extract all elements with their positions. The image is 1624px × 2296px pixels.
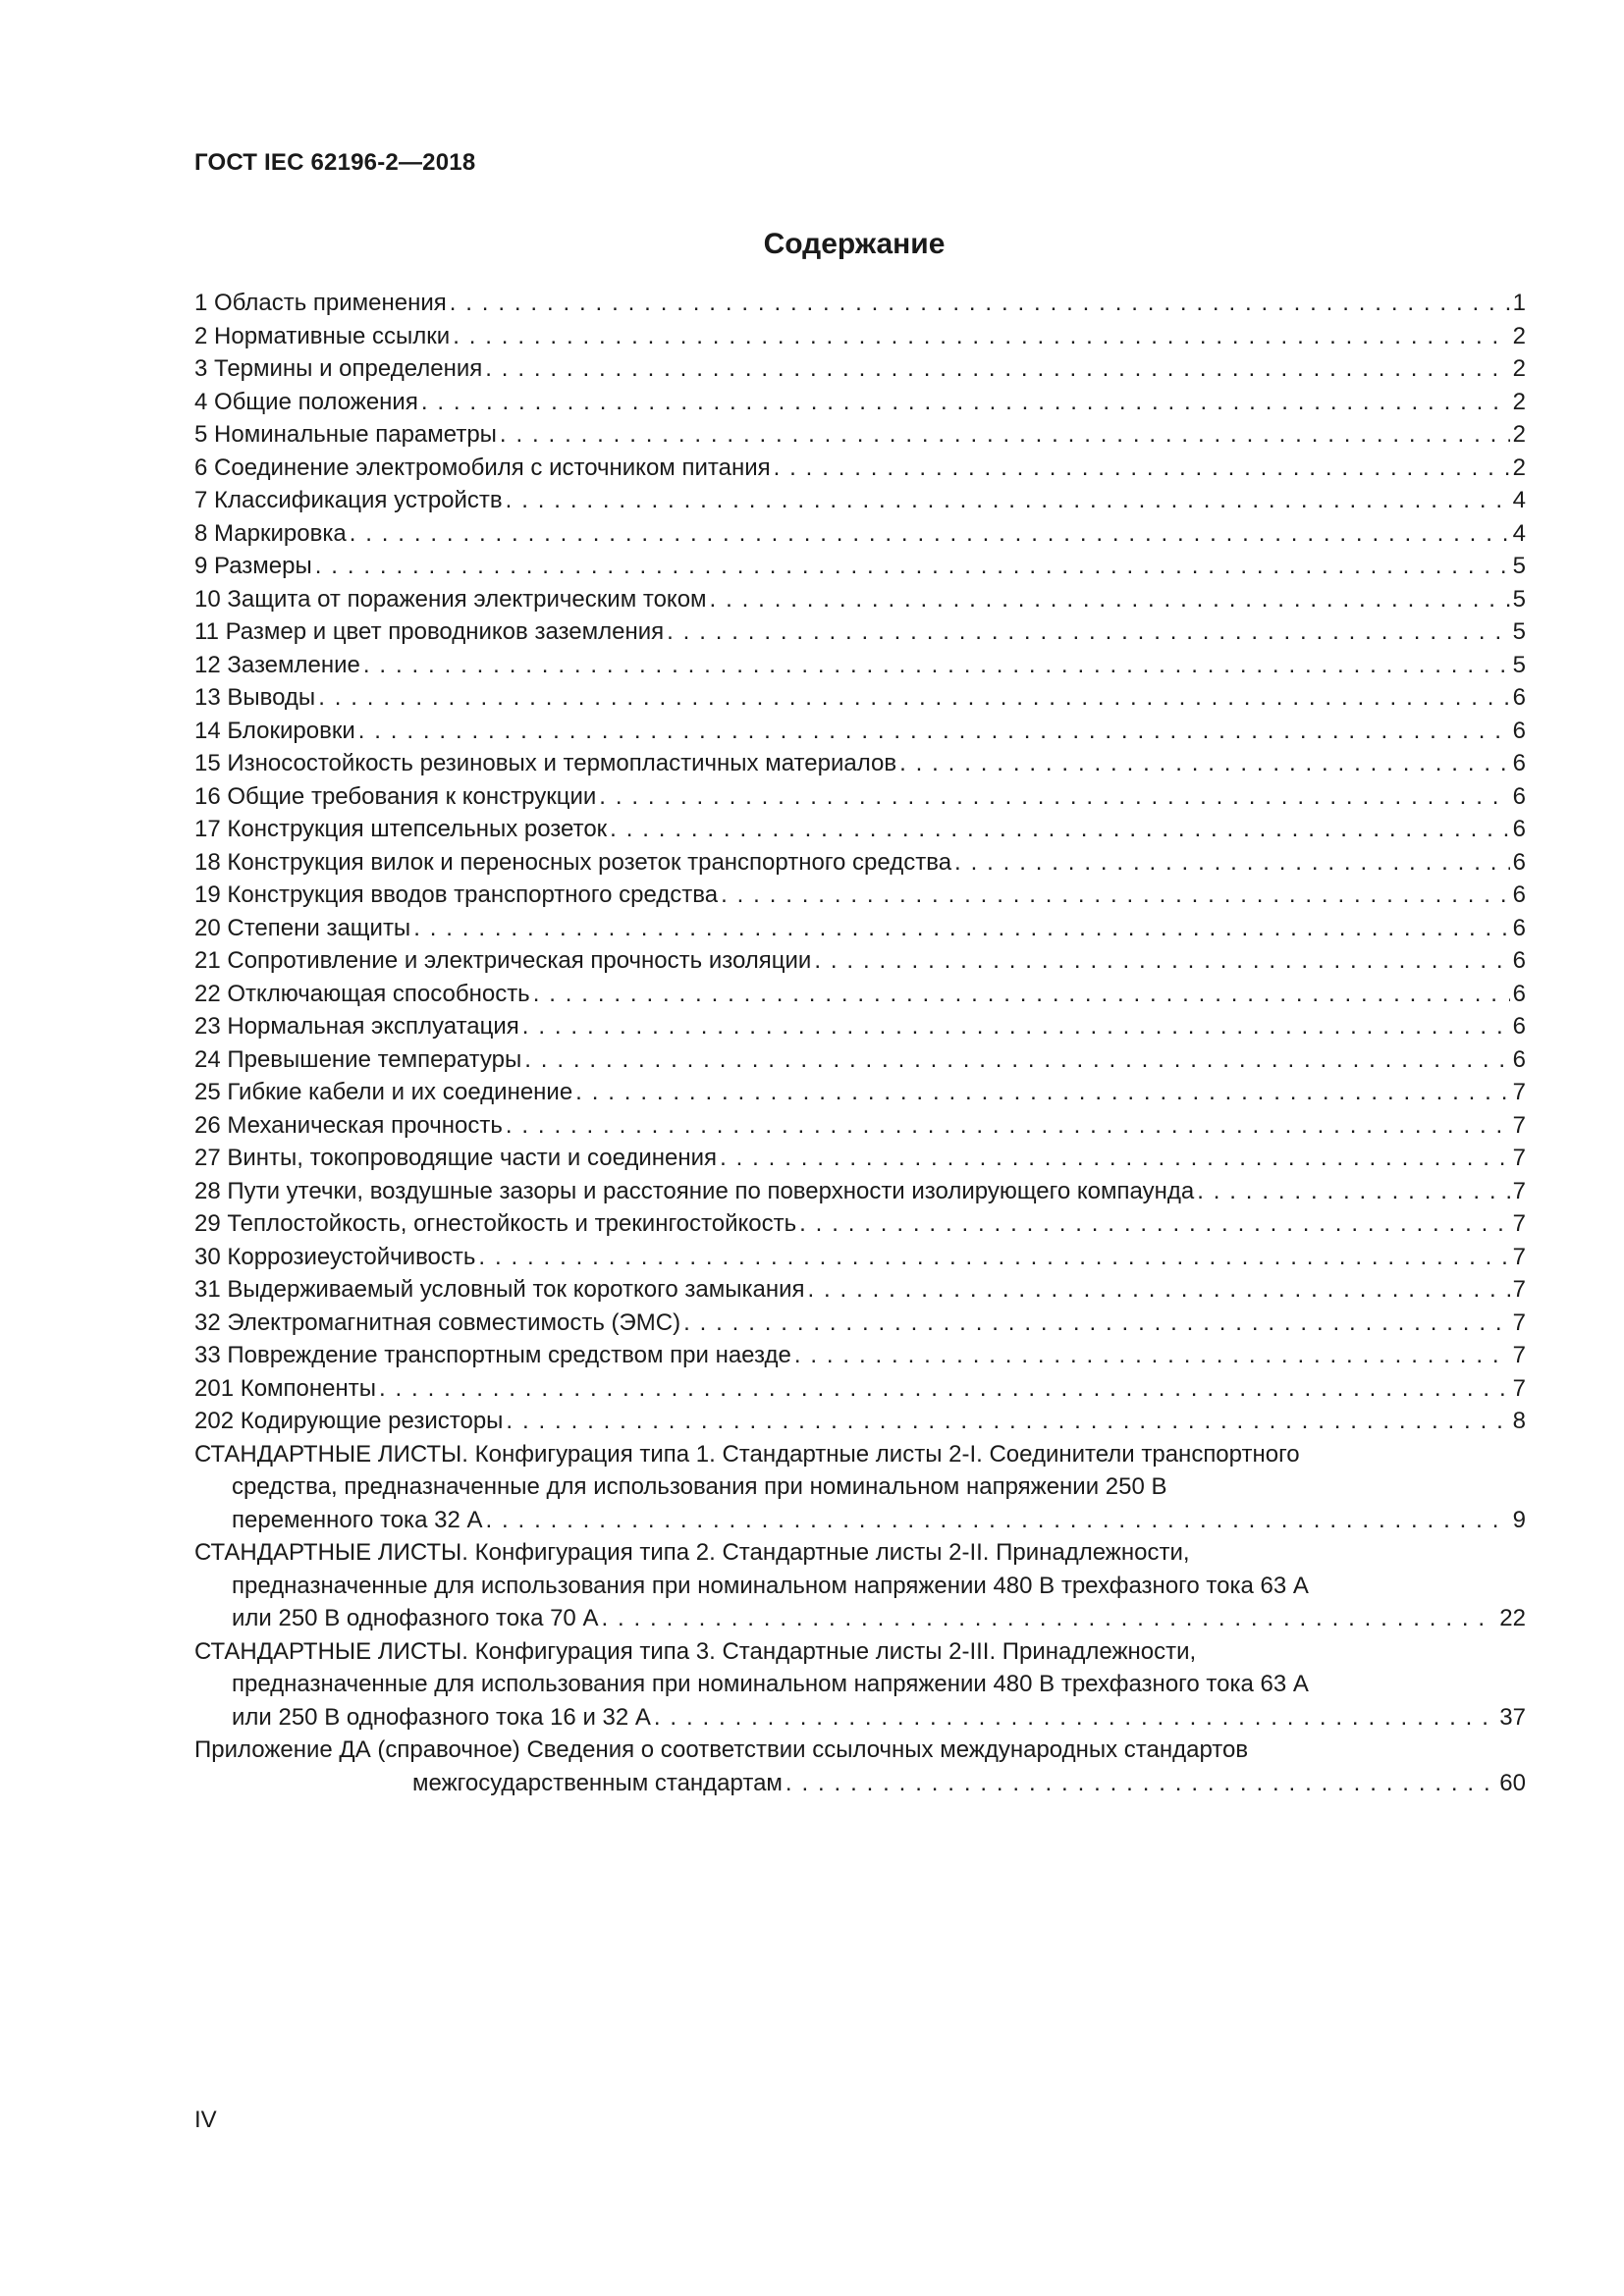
toc-entry-title-line: переменного тока 32 А	[232, 1506, 483, 1533]
toc-entry[interactable]	[194, 583, 1526, 616]
dot-leader	[350, 517, 1510, 551]
toc-entry-page: 5	[1512, 651, 1526, 678]
toc-entry-page: 8	[1512, 1408, 1526, 1434]
toc-entry-page: 6	[1512, 914, 1526, 941]
toc-entry-title: 9 Размеры	[194, 553, 312, 579]
toc-entry-title: 31 Выдерживаемый условный ток короткого замыкания	[194, 1276, 805, 1303]
toc-entry[interactable]	[194, 418, 1526, 452]
toc-entry-title: 24 Превышение температуры	[194, 1045, 522, 1073]
dot-leader	[710, 583, 1510, 616]
dot-leader	[814, 944, 1509, 978]
dot-leader	[485, 1504, 1509, 1537]
dot-leader	[450, 287, 1510, 320]
toc-entry-title: 17 Конструкция штепсельных розеток	[194, 816, 608, 842]
toc-entry-standard-sheets-3[interactable]	[194, 1635, 1526, 1735]
toc-entry-page: 2	[1512, 421, 1526, 448]
toc-entry-title: 29 Теплостойкость, огнестойкость и трекингостойкость	[194, 1210, 797, 1237]
toc-entry[interactable]	[194, 846, 1526, 880]
toc-entry-standard-sheets-1[interactable]	[194, 1438, 1526, 1537]
toc-entry-page: 2	[1512, 388, 1526, 415]
toc-entry-page: 7	[1512, 1177, 1526, 1204]
toc-entry[interactable]	[194, 517, 1526, 551]
toc-entry[interactable]	[194, 879, 1526, 912]
toc-entry-page: 6	[1512, 1045, 1526, 1073]
toc-entry[interactable]	[194, 1076, 1526, 1109]
toc-entry-page: 6	[1512, 947, 1526, 974]
toc-entry-page: 7	[1512, 1145, 1526, 1171]
dot-leader	[1197, 1175, 1509, 1208]
dot-leader	[807, 1273, 1509, 1307]
dot-leader	[453, 320, 1509, 353]
toc-entry-page: 6	[1512, 782, 1526, 810]
toc-entry-annex[interactable]	[194, 1734, 1526, 1799]
toc-entry-title-line: предназначенные для использования при номинальном напряжении 480 В трехфазного тока 63 А	[232, 1671, 1309, 1697]
toc-entry-title: 4 Общие положения	[194, 388, 418, 415]
toc-entry[interactable]	[194, 813, 1526, 846]
toc-entry-page: 7	[1512, 1243, 1526, 1270]
toc-entry-title: 3 Термины и определения	[194, 355, 483, 382]
toc-entry[interactable]	[194, 1109, 1526, 1143]
toc-entry-title: 7 Классификация устройств	[194, 487, 503, 513]
toc-entry-title-line: или 250 В однофазного тока 16 и 32 А	[232, 1703, 651, 1731]
dot-leader	[500, 418, 1510, 452]
toc-entry[interactable]	[194, 1273, 1526, 1307]
toc-entry[interactable]	[194, 649, 1526, 682]
toc-entry-title: 202 Кодирующие резисторы	[194, 1408, 504, 1434]
toc-entry[interactable]	[194, 1372, 1526, 1406]
toc-entry[interactable]	[194, 452, 1526, 485]
toc-entry[interactable]	[194, 1207, 1526, 1241]
toc-entry-page: 2	[1512, 355, 1526, 382]
toc-entry[interactable]	[194, 1241, 1526, 1274]
dot-leader	[794, 1339, 1510, 1372]
toc-entry-standard-sheets-2[interactable]	[194, 1536, 1526, 1635]
toc-entry[interactable]	[194, 352, 1526, 386]
toc-entry-title-line: СТАНДАРТНЫЕ ЛИСТЫ. Конфигурация типа 2. Стандартные листы 2-II. Принадлежности,	[194, 1539, 1190, 1566]
toc-entry-title: 30 Коррозиеустойчивость	[194, 1243, 476, 1270]
dot-leader	[315, 550, 1510, 583]
toc-entry-page: 6	[1512, 980, 1526, 1007]
document-code: ГОСТ IEC 62196-2—2018	[194, 149, 476, 176]
toc-entry-page: 6	[1512, 848, 1526, 876]
toc-entry[interactable]	[194, 386, 1526, 419]
toc-entry-title: 27 Винты, токопроводящие части и соединения	[194, 1145, 718, 1171]
dot-leader	[799, 1207, 1510, 1241]
toc-entry-title-line: предназначенные для использования при номинальном напряжении 480 В трехфазного тока 63 А	[232, 1572, 1309, 1599]
toc-entry-title: 13 Выводы	[194, 684, 316, 711]
toc-entry-page: 9	[1512, 1506, 1526, 1533]
toc-entry-title: 201 Компоненты	[194, 1374, 376, 1402]
dot-leader	[601, 1602, 1496, 1635]
toc-entry-page: 1	[1512, 290, 1526, 316]
toc-entry[interactable]	[194, 978, 1526, 1011]
dot-leader	[379, 1372, 1510, 1406]
toc-entry[interactable]	[194, 550, 1526, 583]
dot-leader	[421, 386, 1510, 419]
toc-entry-title-line: межгосударственным стандартам	[412, 1769, 783, 1796]
toc-entry[interactable]	[194, 615, 1526, 649]
toc-entry[interactable]	[194, 320, 1526, 353]
dot-leader	[954, 846, 1510, 880]
toc-entry-title: 23 Нормальная эксплуатация	[194, 1013, 519, 1040]
toc-entry-page: 2	[1512, 454, 1526, 481]
dot-leader	[363, 649, 1510, 682]
toc-entry[interactable]	[194, 1339, 1526, 1372]
toc-heading: Содержание	[763, 228, 946, 260]
toc-entry-page: 22	[1499, 1605, 1526, 1631]
toc-entry-title: 25 Гибкие кабели и их соединение	[194, 1079, 573, 1105]
toc-entry-title: 5 Номинальные параметры	[194, 421, 497, 448]
toc-entry-page: 4	[1512, 487, 1526, 513]
dot-leader	[522, 1010, 1510, 1043]
dot-leader	[506, 1109, 1510, 1143]
toc-entry[interactable]	[194, 287, 1526, 320]
toc-entry-page: 5	[1512, 585, 1526, 613]
toc-entry-title-line: Приложение ДА (справочное) Сведения о соответствии ссылочных международных стандартов	[194, 1736, 1249, 1763]
toc-entry-page: 6	[1512, 1013, 1526, 1040]
toc-entry-page: 6	[1512, 881, 1526, 908]
dot-leader	[774, 452, 1510, 485]
toc-entry[interactable]	[194, 484, 1526, 517]
toc-entry-title: 10 Защита от поражения электрическим током	[194, 585, 707, 613]
toc-entry-title: 2 Нормативные ссылки	[194, 322, 451, 349]
toc-entry-title: 6 Соединение электромобиля с источником питания	[194, 454, 771, 481]
toc-entry-page: 6	[1512, 684, 1526, 711]
dot-leader	[785, 1767, 1496, 1800]
toc-entry-page: 7	[1512, 1308, 1526, 1336]
toc-entry-title-line: средства, предназначенные для использования при номинальном напряжении 250 В	[232, 1473, 1167, 1500]
toc-entry[interactable]	[194, 912, 1526, 945]
toc-entry-title: 8 Маркировка	[194, 519, 347, 547]
toc-entry-title: 32 Электромагнитная совместимость (ЭМС)	[194, 1308, 681, 1336]
toc-entry-page: 7	[1512, 1111, 1526, 1139]
toc-entry-title-line: СТАНДАРТНЫЕ ЛИСТЫ. Конфигурация типа 1. Стандартные листы 2-I. Соединители транспортного	[194, 1440, 1300, 1468]
toc-entry-page: 6	[1512, 717, 1526, 744]
toc-entry[interactable]	[194, 944, 1526, 978]
toc-entry-page: 7	[1512, 1374, 1526, 1402]
toc-entry-page: 6	[1512, 750, 1526, 776]
toc-entry[interactable]	[194, 1307, 1526, 1340]
toc-entry-page: 7	[1512, 1210, 1526, 1237]
dot-leader	[506, 1405, 1509, 1438]
toc-entry-title: 18 Конструкция вилок и переносных розеток транспортного средства	[194, 848, 952, 876]
toc-entry-page: 7	[1512, 1342, 1526, 1368]
dot-leader	[506, 484, 1510, 517]
toc-entry-title: 26 Механическая прочность	[194, 1111, 503, 1139]
toc-entry-title: 12 Заземление	[194, 651, 360, 678]
toc-entry-page: 7	[1512, 1079, 1526, 1105]
toc-entry[interactable]	[194, 1175, 1526, 1208]
toc-entry-page: 7	[1512, 1276, 1526, 1303]
toc-entry-title: 11 Размер и цвет проводников заземления	[194, 618, 665, 645]
toc-entry-title: 20 Степени защиты	[194, 914, 411, 941]
toc-entry-title: 19 Конструкция вводов транспортного средства	[194, 881, 719, 908]
page-number: IV	[194, 2107, 217, 2133]
toc-entry-page: 60	[1499, 1769, 1526, 1796]
dot-leader	[413, 912, 1509, 945]
toc-entry[interactable]	[194, 715, 1526, 748]
toc-entry[interactable]	[194, 780, 1526, 814]
toc-entry[interactable]	[194, 747, 1526, 780]
toc-entry[interactable]	[194, 1405, 1526, 1438]
dot-leader	[610, 813, 1509, 846]
dot-leader	[524, 1043, 1509, 1077]
table-of-contents	[194, 287, 1526, 1799]
toc-entry[interactable]	[194, 1142, 1526, 1175]
toc-entry-title: 28 Пути утечки, воздушные зазоры и расстояние по поверхности изолирующего компаунда	[194, 1177, 1195, 1204]
toc-entry[interactable]	[194, 1043, 1526, 1077]
dot-leader	[720, 1142, 1510, 1175]
toc-entry-page: 2	[1512, 322, 1526, 349]
dot-leader	[599, 780, 1509, 814]
dot-leader	[899, 747, 1510, 780]
toc-entry-page: 5	[1512, 553, 1526, 579]
toc-entry-title: 1 Область применения	[194, 290, 447, 316]
toc-entry-page: 6	[1512, 816, 1526, 842]
dot-leader	[358, 715, 1510, 748]
dot-leader	[485, 352, 1509, 386]
toc-entry-title: 21 Сопротивление и электрическая прочность изоляции	[194, 947, 812, 974]
toc-entry-title: 33 Повреждение транспортным средством при наезде	[194, 1342, 791, 1368]
toc-entry-title: 22 Отключающая способность	[194, 980, 530, 1007]
dot-leader	[683, 1307, 1510, 1340]
dot-leader	[654, 1701, 1496, 1735]
toc-entry-title-line: или 250 В однофазного тока 70 А	[232, 1605, 599, 1631]
toc-entry-title: 16 Общие требования к конструкции	[194, 782, 597, 810]
dot-leader	[721, 879, 1510, 912]
toc-entry[interactable]	[194, 681, 1526, 715]
dot-leader	[575, 1076, 1509, 1109]
dot-leader	[478, 1241, 1509, 1274]
toc-entry-title: 14 Блокировки	[194, 717, 355, 744]
toc-entry-page: 5	[1512, 618, 1526, 645]
dot-leader	[667, 615, 1510, 649]
dot-leader	[533, 978, 1510, 1011]
dot-leader	[318, 681, 1509, 715]
toc-entry-title: 15 Износостойкость резиновых и термопластичных материалов	[194, 750, 897, 776]
toc-entry[interactable]	[194, 1010, 1526, 1043]
toc-entry-title-line: СТАНДАРТНЫЕ ЛИСТЫ. Конфигурация типа 3. Стандартные листы 2-III. Принадлежности,	[194, 1637, 1197, 1665]
toc-entry-page: 37	[1499, 1703, 1526, 1731]
toc-entry-page: 4	[1512, 519, 1526, 547]
